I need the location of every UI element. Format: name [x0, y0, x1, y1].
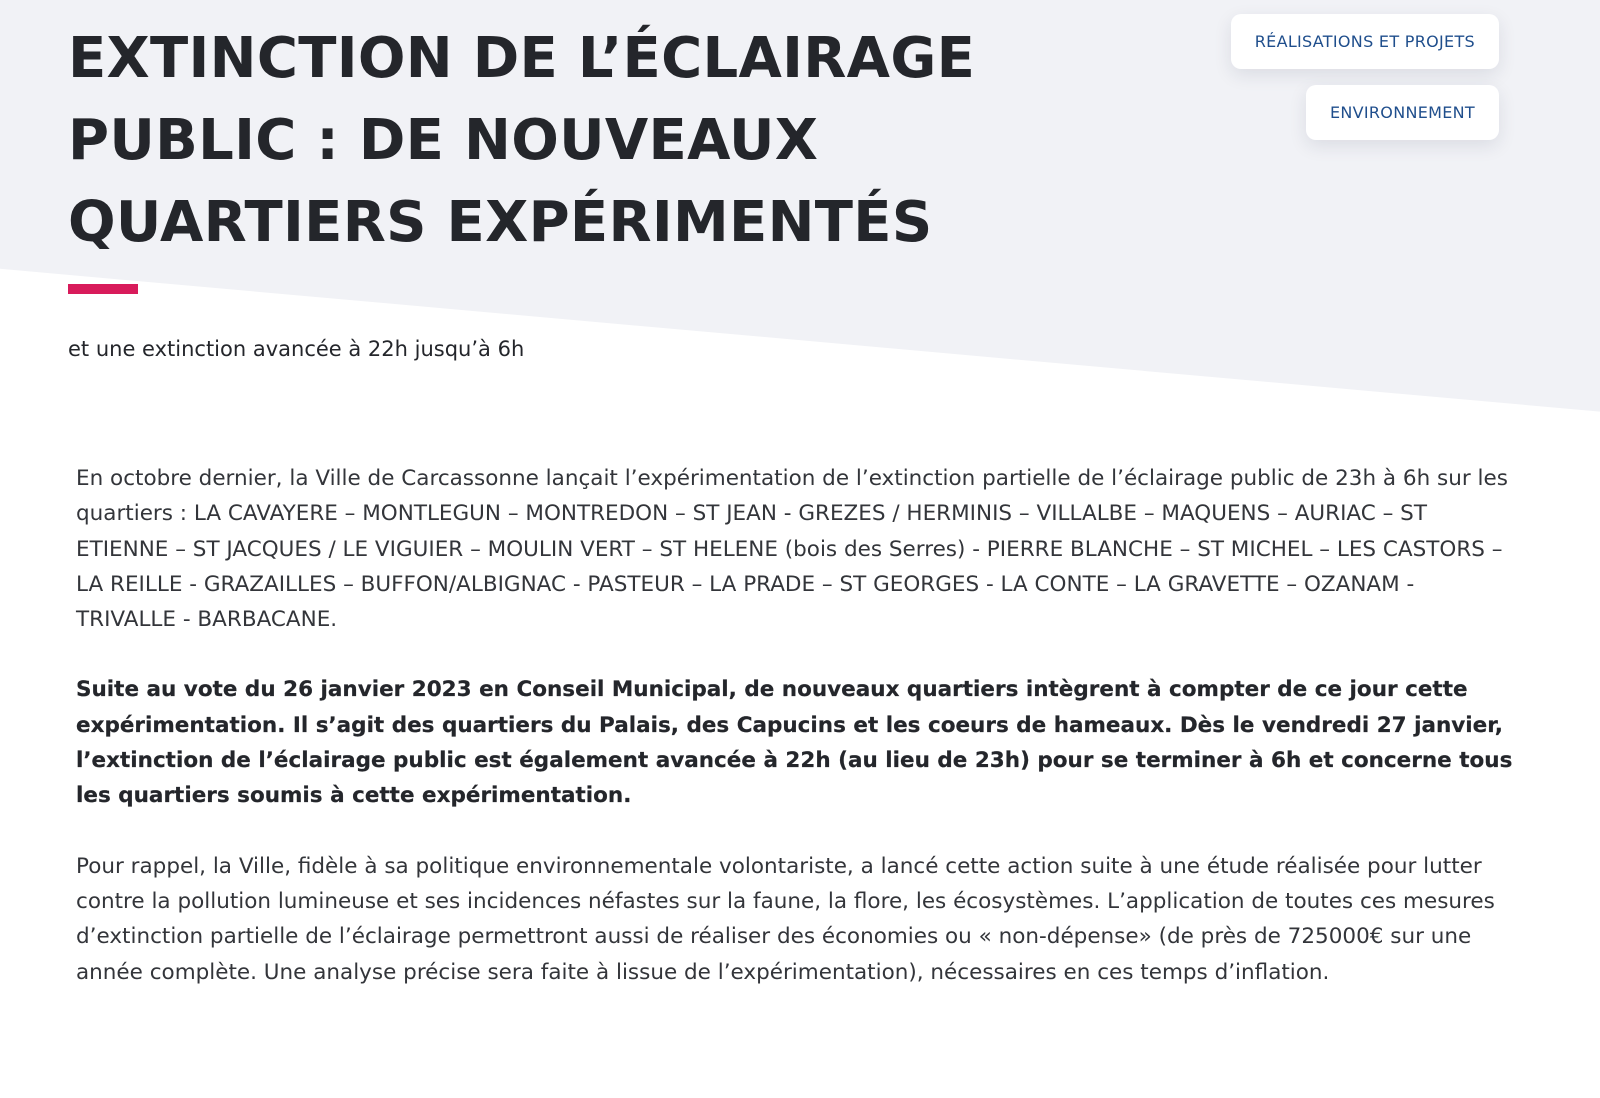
category-tags: [1231, 14, 1499, 140]
paragraph-vote: Suite au vote du 26 janvier 2023 en Conseil Municipal, de nouveaux quartiers intègrent à compter de ce jour cette expérimentation. Il s’agit des quartiers du Palais, des Capucins et les coeurs de hameaux. Dès le vendredi 27 janvier, l’extinction de l’éclairage public est également avancée à 22h (au lieu de 23h) pour se terminer à 6h et concerne tous les quartiers soumis à cette expérimentation.: [76, 677, 1513, 809]
tag-environnement[interactable]: ENVIRONNEMENT: [1306, 85, 1499, 140]
article-body: [76, 461, 1516, 1025]
page-title: EXTINCTION DE L’ÉCLAIRAGE PUBLIC : DE NOUVEAUX QUARTIERS EXPÉRIMENTÉS: [68, 26, 976, 255]
tag-realisations-et-projets[interactable]: RÉALISATIONS ET PROJETS: [1231, 14, 1499, 69]
article-subtitle: et une extinction avancée à 22h jusqu’à 6h: [68, 337, 525, 361]
title-accent-bar: [68, 284, 138, 294]
paragraph-quartiers: En octobre dernier, la Ville de Carcassonne lançait l’expérimentation de l’extinction partielle de l’éclairage public de 23h à 6h sur les quartiers : LA CAVAYERE – MONTLEGUN – MONTREDON – ST JEAN - GREZES / HERMINIS – VILLALBE – MAQUENS – AURIAC – ST ETIENNE – ST JACQUES / LE VIGUIER – MOULIN VERT – ST HELENE (bois des Serres) - PIERRE BLANCHE – ST MICHEL – LES CASTORS – LA REILLE - GRAZAILLES – BUFFON/ALBIGNAC - PASTEUR – LA PRADE – ST GEORGES - LA CONTE – LA GRAVETTE – OZANAM - TRIVALLE - BARBACANE.: [76, 466, 1508, 633]
paragraph-rappel: Pour rappel, la Ville, fidèle à sa politique environnementale volontariste, a lancé cette action suite à une étude réalisée pour lutter contre la pollution lumineuse et ses incidences néfastes sur la faune, la flore, les écosystèmes. L’application de toutes ces mesures d’extinction partielle de l’éclairage permettront aussi de réaliser des économies ou « non-dépense» (de près de 725000€ sur une année complète. Une analyse précise sera faite à lissue de l’expérimentation), nécessaires en ces temps d’inflation.: [76, 853, 1495, 985]
